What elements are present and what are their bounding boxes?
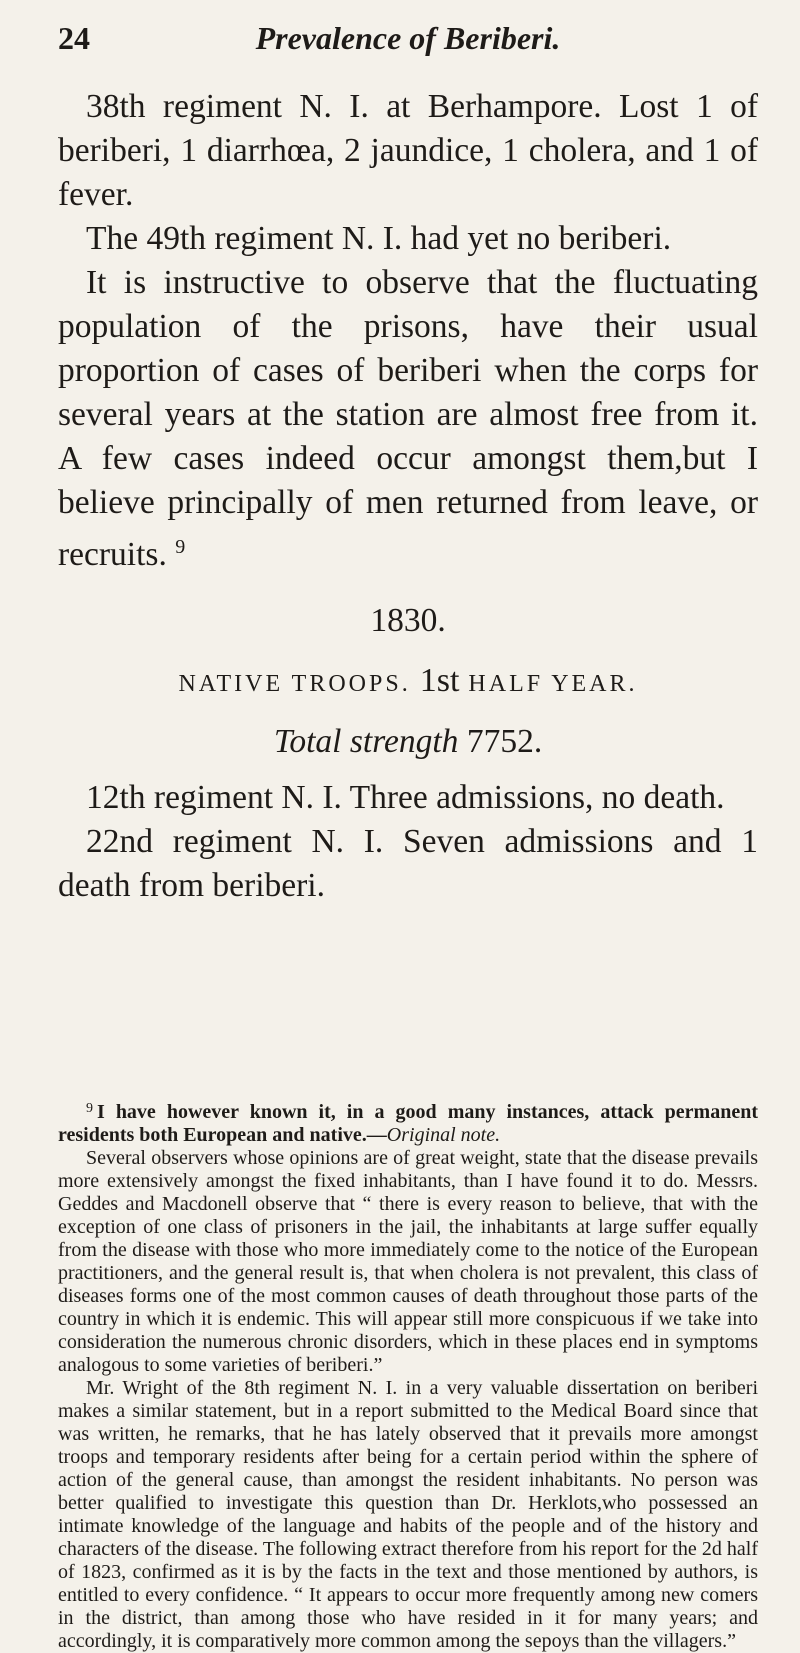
footnote-reference: 9 <box>175 536 186 558</box>
total-strength-label: Total strength <box>273 723 459 760</box>
section-heading-half-year: HALF YEAR. <box>468 671 638 697</box>
total-strength-value: 7752. <box>466 723 543 760</box>
paragraph-prisons-text: It is instructive to observe that the fluctuating population of the prisons, have their usual proportion of cases of beriberi when the corps for several years at the station are almost free from it. A few cases indeed occur amongst them,but I believe principally of men returned from leave, or recruits. <box>58 264 758 573</box>
year-heading: 1830. <box>370 602 446 639</box>
paragraph-prisons <box>58 261 758 577</box>
section-heading-troops: NATIVE TROOPS. <box>178 671 411 697</box>
running-title: Prevalence of Beriberi. <box>255 20 561 56</box>
main-text <box>58 85 758 908</box>
page-number: 24 <box>58 20 90 56</box>
footnote-number: 9 <box>86 1101 93 1116</box>
paragraph-49th-regiment: The 49th regiment N. I. had yet no beriberi. <box>86 220 672 257</box>
page-header <box>58 20 758 62</box>
footnote-paragraph-1 <box>58 1097 758 1147</box>
total-strength <box>58 720 758 764</box>
footnote-bold-text: I have however known it, in a good many instances, attack permanent residents both European and native.— <box>58 1101 758 1146</box>
section-heading <box>58 659 758 706</box>
paragraph-38th-regiment: 38th regiment N. I. at Berhampore. Lost 1 of beriberi, 1 diarrhœa, 2 jaundice, 1 cholera, and 1 of fever. <box>58 88 758 213</box>
paragraph-22nd-regiment: 22nd regiment N. I. Seven admissions and 1 death from beriberi. <box>58 823 758 904</box>
original-note-label: Original note. <box>386 1124 501 1146</box>
footnote <box>58 1097 758 1653</box>
paragraph-12th-regiment: 12th regiment N. I. Three admissions, no death. <box>86 779 725 816</box>
section-heading-ordinal: 1st <box>419 662 460 699</box>
footnote-paragraph-3: Mr. Wright of the 8th regiment N. I. in a very valuable dissertation on beriberi makes a similar statement, but in a report submitted to the Medical Board since that was written, he remarks, that he has lately observed that it prevails more amongst troops and temporary residents after being for a certain period within the sphere of action of the general cause, than amongst the resident inhabitants. No person was better qualified to investigate this question than Dr. Herklots,who possessed an intimate knowledge of the language and habits of the people and of the history and characters of the disease. The following extract therefore from his report for the 2d half of 1823, confirmed as it is by the facts in the text and those mentioned by authors, is entitled to every confidence. “ It appears to occur more frequently among new comers in the district, than among those who have resided in it for many years; and accordingly, it is comparatively more common among the sepoys than the villagers.” <box>58 1377 758 1652</box>
footnote-paragraph-2: Several observers whose opinions are of great weight, state that the disease prevails more extensively amongst the fixed inhabitants, than I have found it to do. Messrs. Geddes and Macdonell observe that “ there is every reason to believe, that with the exception of one class of prisoners in the jail, the inhabitants at large suffer equally from the disease with those who more immediately come to the notice of the European practitioners, and the general result is, that when cholera is not prevalent, this class of diseases forms one of the most common causes of death throughout those parts of the country in which it is endemic. This will appear still more conspicuous if we take into consideration the numerous chronic disorders, which in these places end in symptoms analogous to some varieties of beriberi.” <box>58 1147 758 1376</box>
